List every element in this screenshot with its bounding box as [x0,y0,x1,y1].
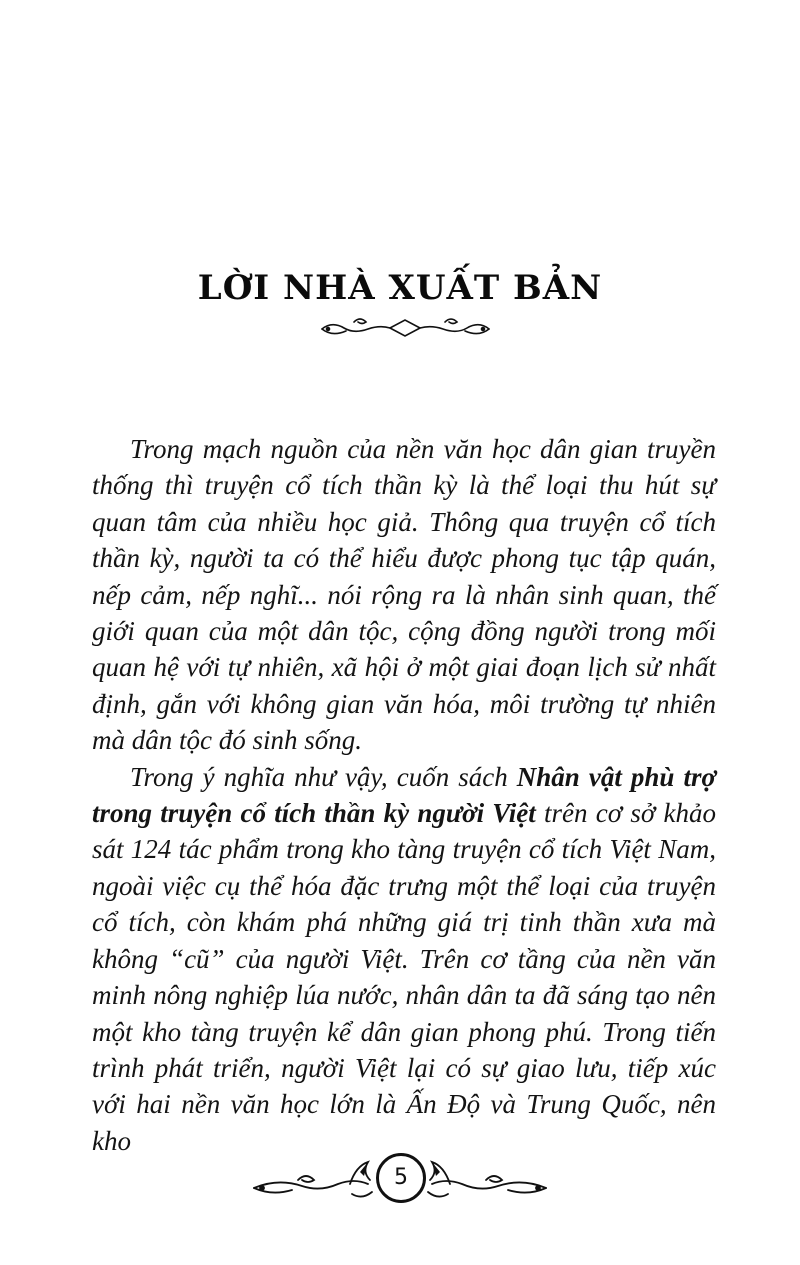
title-ornament [318,312,493,342]
page-title: LỜI NHÀ XUẤT BẢN [197,268,603,308]
page-number: 5 [376,1153,426,1203]
body-text [92,431,716,1159]
paragraph-2-rest: trên cơ sở khảo sát 124 tác phẩm trong kho tàng truyện cổ tích Việt Nam, ngoài việc cụ thể hóa đặc trưng một thể loại của truyện cổ tích, còn khám phá những giá trị tinh thần xưa mà không “cũ” của người Việt. Trên cơ tầng của nền văn minh nông nghiệp lúa nước, nhân dân ta đã sáng tạo nên một kho tàng truyện kể dân gian phong phú. Trong tiến trình phát triển, người Việt lại có sự giao lưu, tiếp xúc với hai nền văn học lớn là Ấn Độ và Trung Quốc, nên kho [92,798,716,1156]
paragraph-2 [92,759,716,1159]
paragraph-2-intro: Trong ý nghĩa như vậy, cuốn sách [130,761,517,792]
paragraph-1: Trong mạch nguồn của nền văn học dân gian truyền thống thì truyện cổ tích thần kỳ là thể loại thu hút sự quan tâm của nhiều học giả. Thông qua truyện cổ tích thần kỳ, người ta có thể hiểu được phong tục tập quán, nếp cảm, nếp nghĩ... nói rộng ra là nhân sinh quan, thế giới quan của một dân tộc, cộng đồng người trong mối quan hệ với tự nhiên, xã hội ở một giai đoạn lịch sử nhất định, gắn với không gian văn hóa, môi trường tự nhiên mà dân tộc đó sinh sống. [92,434,716,756]
book-title: Nhân vật phù trợ trong truyện cổ tích thần kỳ người Việt [92,761,716,829]
